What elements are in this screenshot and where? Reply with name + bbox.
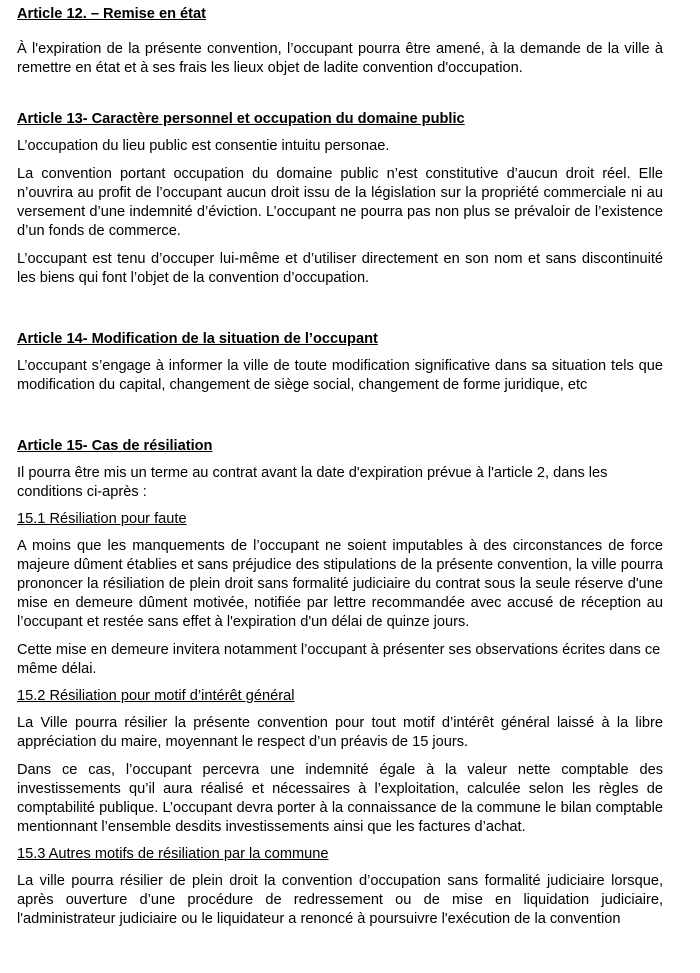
section-15-1-heading: 15.1 Résiliation pour faute [17, 511, 187, 527]
article-15-intro: Il pourra être mis un terme au contrat avant la date d'expiration prévue à l'article 2, dans les conditions ci-après : [17, 465, 608, 500]
article-13-heading: Article 13- Caractère personnel et occupation du domaine public [17, 111, 465, 127]
article-15-heading: Article 15- Cas de résiliation [17, 438, 213, 454]
section-15-1-paragraph-1: A moins que les manquements de l’occupant ne soient imputables à des circonstances de force majeure dûment établies et sans préjudice des stipulations de la présente convention, la ville pourra prononcer la résiliation de plein droit sans formalité judiciaire du contrat sous la seule réserve d'une mise en demeure dûment motivée, notifiée par lettre recommandée avec accusé de réception au l’occupant et restée sans effet à l'expiration d'un délai de quinze jours. [17, 538, 663, 630]
article-14-paragraph-1: L’occupant s’engage à informer la ville de toute modification significative dans sa situation tels que modification du capital, changement de siège social, changement de forme juridique, etc [17, 358, 663, 393]
section-15-3-heading: 15.3 Autres motifs de résiliation par la commune [17, 846, 329, 862]
document-page [17, 0, 663, 929]
section-15-2-heading: 15.2 Résiliation pour motif d’intérêt général [17, 688, 295, 704]
section-15-3-paragraph-1: La ville pourra résilier de plein droit la convention d’occupation sans formalité judiciaire lorsque, après ouverture d’une procédure de redressement ou de mise en liquidation judiciaire, l'administrateur judiciaire ou le liquidateur a renoncé à poursuivre l'exécution de la convention [17, 873, 663, 927]
article-12-heading: Article 12. – Remise en état [17, 6, 206, 22]
article-13-paragraph-1: L’occupation du lieu public est consentie intuitu personae. [17, 138, 390, 154]
article-12-paragraph-1: À l'expiration de la présente convention, l’occupant pourra être amené, à la demande de la ville à remettre en état et à ses frais les lieux objet de ladite convention d'occupation. [17, 41, 663, 76]
article-14-heading: Article 14- Modification de la situation de l’occupant [17, 331, 378, 347]
section-15-1-paragraph-2: Cette mise en demeure invitera notamment l’occupant à présenter ses observations écrites dans ce même délai. [17, 642, 661, 677]
section-15-2-paragraph-2: Dans ce cas, l’occupant percevra une indemnité égale à la valeur nette comptable des investissements qu’il aura réalisé et nécessaires à l’exploitation, calculée selon les règles de comptabilité publique. L’occupant devra porter à la connaissance de la commune le bilan comptable mentionnant l’ensemble desdits investissements ainsi que les factures d’achat. [17, 762, 663, 835]
article-13-paragraph-3: L’occupant est tenu d’occuper lui-même et d’utiliser directement en son nom et sans discontinuité les biens qui font l’objet de la convention d’occupation. [17, 251, 663, 286]
article-13-paragraph-2: La convention portant occupation du domaine public n’est constitutive d’aucun droit réel. Elle n’ouvrira au profit de l’occupant aucun droit issu de la législation sur la propriété commerciale ni au versement d’une indemnité d’éviction. L’occupant ne pourra pas non plus se prévaloir de l’existence d’un fonds de commerce. [17, 166, 663, 239]
section-15-2-paragraph-1: La Ville pourra résilier la présente convention pour tout motif d’intérêt général laissé à la libre appréciation du maire, moyennant le respect d’un préavis de 15 jours. [17, 715, 663, 750]
